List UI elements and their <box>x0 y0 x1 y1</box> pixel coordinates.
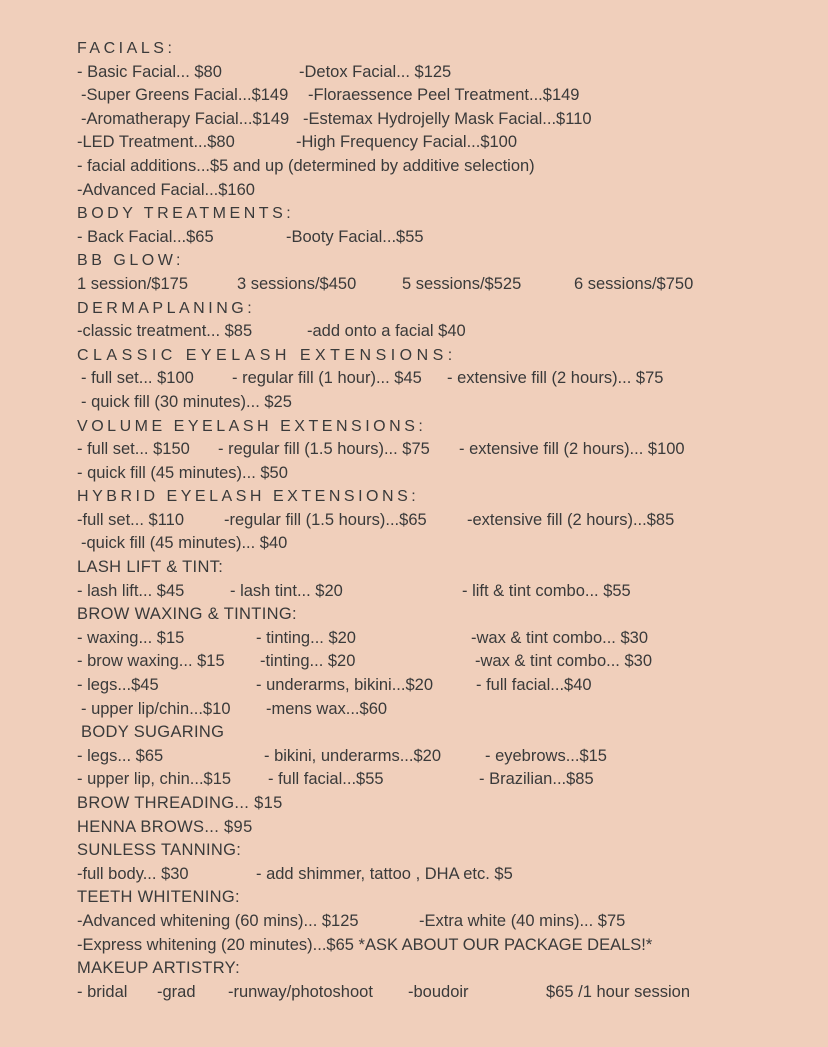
menu-item: -Floraessence Peel Treatment...$149 <box>308 86 580 105</box>
menu-item: -Super Greens Facial...$149 <box>81 86 289 105</box>
menu-item: -classic treatment... $85 <box>77 322 253 341</box>
menu-line <box>0 934 828 958</box>
lash-lift-heading <box>0 556 828 580</box>
menu-line <box>0 745 828 769</box>
section-title: MAKEUP ARTISTRY: <box>77 959 241 978</box>
menu-item: -LED Treatment...$80 <box>77 133 235 152</box>
menu-item: - regular fill (1.5 hours)... $75 <box>218 440 430 459</box>
makeup-artistry-heading <box>0 957 828 981</box>
menu-line <box>0 391 828 415</box>
menu-item: -Aromatherapy Facial...$149 <box>81 109 290 128</box>
menu-item: -Estemax Hydrojelly Mask Facial...$110 <box>303 109 592 128</box>
section-title: BB GLOW: <box>77 252 184 270</box>
menu-item: - extensive fill (2 hours)... $75 <box>447 369 664 388</box>
menu-item: -quick fill (45 minutes)... $40 <box>81 534 288 553</box>
menu-line <box>0 320 828 344</box>
menu-item: - full facial...$55 <box>268 770 384 789</box>
menu-item: - brow waxing... $15 <box>77 652 225 671</box>
menu-item: -tinting... $20 <box>260 652 356 671</box>
menu-item: - full set... $100 <box>81 369 194 388</box>
menu-line <box>0 910 828 934</box>
volume-eyelash-heading <box>0 415 828 439</box>
price-menu <box>0 37 828 1004</box>
menu-item: - lift & tint combo... $55 <box>462 581 631 600</box>
menu-item: - Back Facial...$65 <box>77 227 214 246</box>
menu-line <box>0 131 828 155</box>
menu-line <box>0 580 828 604</box>
sunless-tanning-heading <box>0 839 828 863</box>
section-title: BODY TREATMENTS: <box>77 205 295 223</box>
teeth-whitening-heading <box>0 886 828 910</box>
menu-line <box>0 674 828 698</box>
menu-line <box>0 863 828 887</box>
menu-item: - bridal <box>77 982 128 1001</box>
menu-line <box>0 981 828 1005</box>
menu-line <box>0 627 828 651</box>
menu-item: - full set... $150 <box>77 440 190 459</box>
menu-item: - lash lift... $45 <box>77 581 185 600</box>
menu-item: -regular fill (1.5 hours)...$65 <box>224 510 427 529</box>
section-title: LASH LIFT & TINT: <box>77 558 224 577</box>
menu-line <box>0 650 828 674</box>
hybrid-eyelash-heading <box>0 485 828 509</box>
menu-item: - Basic Facial... $80 <box>77 62 222 81</box>
menu-line <box>0 84 828 108</box>
menu-line <box>0 179 828 203</box>
facials-heading <box>0 37 828 61</box>
menu-line <box>0 462 828 486</box>
menu-item: -wax & tint combo... $30 <box>471 628 648 647</box>
menu-item: -boudoir <box>408 982 469 1001</box>
menu-item: - underarms, bikini...$20 <box>256 676 433 695</box>
menu-item: 1 session/$175 <box>77 274 188 293</box>
menu-item: - eyebrows...$15 <box>485 746 607 765</box>
menu-item: - tinting... $20 <box>256 628 356 647</box>
menu-item: $65 /1 hour session <box>546 982 691 1001</box>
menu-item: -Advanced Facial...$160 <box>77 180 255 199</box>
menu-line <box>0 698 828 722</box>
section-title: HENNA BROWS... $95 <box>77 817 253 836</box>
dermaplaning-heading <box>0 297 828 321</box>
menu-line <box>0 438 828 462</box>
henna-brows-heading <box>0 816 828 840</box>
menu-line <box>0 367 828 391</box>
body-treatments-heading <box>0 202 828 226</box>
section-title: TEETH WHITENING: <box>77 888 240 907</box>
menu-item: 3 sessions/$450 <box>237 274 357 293</box>
menu-item: -Advanced whitening (60 mins)... $125 <box>77 911 359 930</box>
section-title: BROW THREADING... $15 <box>77 794 283 812</box>
menu-item: - regular fill (1 hour)... $45 <box>232 369 422 388</box>
menu-item: -mens wax...$60 <box>266 699 388 718</box>
section-title: VOLUME EYELASH EXTENSIONS: <box>77 417 427 435</box>
menu-item: - bikini, underarms...$20 <box>264 746 441 765</box>
menu-line <box>0 532 828 556</box>
menu-line <box>0 61 828 85</box>
menu-item: - lash tint... $20 <box>230 581 343 600</box>
menu-item: -Extra white (40 mins)... $75 <box>419 911 626 930</box>
menu-item: - quick fill (45 minutes)... $50 <box>77 463 288 482</box>
menu-item: -full body... $30 <box>77 864 189 883</box>
menu-item: - add shimmer, tattoo , DHA etc. $5 <box>256 864 513 883</box>
menu-item: -add onto a facial $40 <box>307 322 466 341</box>
menu-line <box>0 273 828 297</box>
menu-line <box>0 509 828 533</box>
menu-item: - facial additions...$5 and up (determined by additive selection) <box>77 156 535 175</box>
menu-item: - upper lip/chin...$10 <box>81 699 231 718</box>
menu-item: - full facial...$40 <box>476 676 592 695</box>
menu-item: 6 sessions/$750 <box>574 274 694 293</box>
section-title: SUNLESS TANNING: <box>77 841 242 860</box>
brow-waxing-heading <box>0 603 828 627</box>
bb-glow-heading <box>0 249 828 273</box>
section-title: DERMAPLANING: <box>77 299 256 317</box>
section-title: BROW WAXING & TINTING: <box>77 605 297 624</box>
menu-item: - waxing... $15 <box>77 628 185 647</box>
menu-item: -extensive fill (2 hours)...$85 <box>467 510 675 529</box>
classic-eyelash-heading <box>0 344 828 368</box>
menu-item: - Brazilian...$85 <box>479 770 594 789</box>
section-title: FACIALS: <box>77 40 176 57</box>
section-title: CLASSIC EYELASH EXTENSIONS: <box>77 346 457 364</box>
section-title: BODY SUGARING <box>81 723 225 742</box>
menu-line <box>0 155 828 179</box>
menu-item: 5 sessions/$525 <box>402 274 522 293</box>
menu-item: -Detox Facial... $125 <box>299 62 452 81</box>
menu-item: -High Frequency Facial...$100 <box>296 133 518 152</box>
brow-threading-heading <box>0 792 828 816</box>
menu-item: -full set... $110 <box>77 510 185 529</box>
menu-item: - legs...$45 <box>77 676 159 695</box>
body-sugaring-heading <box>0 721 828 745</box>
menu-line <box>0 226 828 250</box>
menu-item: - quick fill (30 minutes)... $25 <box>81 392 292 411</box>
menu-item: -Express whitening (20 minutes)...$65 *ASK ABOUT OUR PACKAGE DEALS!* <box>77 935 653 954</box>
menu-line <box>0 108 828 132</box>
menu-line <box>0 768 828 792</box>
menu-item: -runway/photoshoot <box>228 982 373 1001</box>
menu-item: - legs... $65 <box>77 746 164 765</box>
menu-item: -Booty Facial...$55 <box>286 227 424 246</box>
menu-item: -grad <box>157 982 196 1001</box>
section-title: HYBRID EYELASH EXTENSIONS: <box>77 488 420 506</box>
menu-item: - extensive fill (2 hours)... $100 <box>459 440 685 459</box>
menu-item: -wax & tint combo... $30 <box>475 652 652 671</box>
menu-item: - upper lip, chin...$15 <box>77 770 232 789</box>
